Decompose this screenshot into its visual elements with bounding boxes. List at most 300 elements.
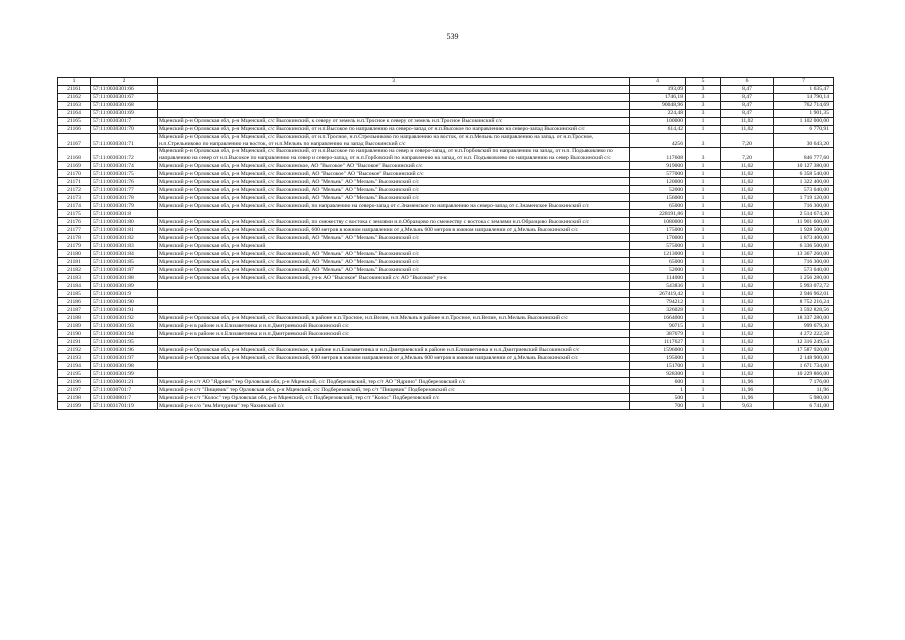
table-row — [58, 274, 834, 282]
cadastral-number: 57:11:0030301:82 — [91, 234, 158, 242]
address-description: Мценский р-н Орловская обл, р-н Мценский, с/с Высокинский, 600 метров в южном направлении от д.Мельнь 600 метров в южном направлении от д.Мельнь Высокинский с/с — [158, 354, 630, 362]
rate-value: 11,02 — [721, 306, 774, 314]
coefficient-value: 1 — [686, 274, 721, 282]
table-row — [58, 102, 834, 110]
coefficient-value: 1 — [686, 250, 721, 258]
row-number: 21185 — [58, 290, 91, 298]
cadastral-value: 6 741,00 — [774, 402, 834, 410]
area-value: 52000 — [630, 266, 686, 274]
row-number: 21184 — [58, 282, 91, 290]
address-description — [158, 370, 630, 378]
area-value: 919000 — [630, 162, 686, 170]
coefficient-value: 1 — [686, 266, 721, 274]
rate-value: 11,02 — [721, 178, 774, 186]
cadastral-number: 57:11:0030301:66 — [91, 86, 158, 94]
row-number: 21197 — [58, 386, 91, 394]
cadastral-value: 7 176,00 — [774, 378, 834, 386]
address-description — [158, 282, 630, 290]
table-body — [58, 86, 834, 410]
rate-value: 11,02 — [721, 242, 774, 250]
cadastral-value: 1 901,35 — [774, 110, 834, 118]
cadastral-number: 57:11:0030301:71 — [91, 134, 158, 148]
coefficient-value: 1 — [686, 202, 721, 210]
address-description: Мценский р-н с/т "Колос" тер Орловская обл, р-н Мценский, с/с Подберезовский, тер с/т "Колос" Подберезовский с/с — [158, 394, 630, 402]
row-number: 21168 — [58, 148, 91, 162]
cadastral-value: 1 322 400,00 — [774, 178, 834, 186]
area-value: 500 — [630, 394, 686, 402]
cadastral-number: 57:11:0030301:90 — [91, 298, 158, 306]
address-description: Мценский р-н Орловская обл, р-н Мценский, с/с Высокинский, АО "Мельнь" АО "Мельнь" Высокинский с/с — [158, 250, 630, 258]
rate-value: 11,02 — [721, 322, 774, 330]
rate-value: 7,20 — [721, 148, 774, 162]
row-number: 21171 — [58, 178, 91, 186]
rate-value: 11,02 — [721, 338, 774, 346]
rate-value: 11,02 — [721, 226, 774, 234]
coefficient-value: 1 — [686, 242, 721, 250]
row-number: 21182 — [58, 266, 91, 274]
coefficient-value: 1 — [686, 126, 721, 134]
cadastral-value: 6 336 500,00 — [774, 242, 834, 250]
rate-value: 11,02 — [721, 362, 774, 370]
cadastral-number: 57:11:0030301:95 — [91, 338, 158, 346]
area-value: 928300 — [630, 370, 686, 378]
coefficient-value: 3 — [686, 134, 721, 148]
coefficient-value: 1 — [686, 322, 721, 330]
table-row — [58, 386, 834, 394]
cadastral-value: 573 040,00 — [774, 186, 834, 194]
area-value: 228191,86 — [630, 210, 686, 218]
table-row — [58, 202, 834, 210]
address-description — [158, 290, 630, 298]
area-value: 614,42 — [630, 126, 686, 134]
rate-value: 11,02 — [721, 274, 774, 282]
rate-value: 8,47 — [721, 86, 774, 94]
cadastral-value: 6 358 540,00 — [774, 170, 834, 178]
cadastral-number: 57:11:0030301:69 — [91, 110, 158, 118]
table-row — [58, 250, 834, 258]
table-row — [58, 402, 834, 410]
address-description — [158, 102, 630, 110]
rate-value: 11,96 — [721, 386, 774, 394]
address-description — [158, 210, 630, 218]
row-number: 21172 — [58, 186, 91, 194]
table-row — [58, 290, 834, 298]
cadastral-value: 18 337 280,00 — [774, 314, 834, 322]
cadastral-number: 57:11:0030801:7 — [91, 394, 158, 402]
cadastral-value: 1 719 120,00 — [774, 194, 834, 202]
cadastral-value: 1 256 280,00 — [774, 274, 834, 282]
row-number: 21164 — [58, 110, 91, 118]
row-number: 21194 — [58, 362, 91, 370]
address-description: Мценский р-н Орловская обл, р-н Мценский — [158, 242, 630, 250]
table-row — [58, 234, 834, 242]
cadastral-table-wrapper — [57, 77, 833, 410]
table-row — [58, 226, 834, 234]
area-value: 575000 — [630, 242, 686, 250]
coefficient-value: 3 — [686, 102, 721, 110]
table-row — [58, 322, 834, 330]
row-number: 21196 — [58, 378, 91, 386]
cadastral-number: 57:11:0030301:97 — [91, 354, 158, 362]
address-description: Мценский р-н Орловская обл, р-н Мценский, с/с Высокинский, АО "Мельнь" АО "Мельнь" Высокинский с/с — [158, 258, 630, 266]
cadastral-number: 57:11:0031701:19 — [91, 402, 158, 410]
cadastral-value: 762 714,69 — [774, 102, 834, 110]
row-number: 21174 — [58, 202, 91, 210]
area-value: 794212 — [630, 298, 686, 306]
row-number: 21195 — [58, 370, 91, 378]
coefficient-value: 1 — [686, 162, 721, 170]
address-description: Мценский р-н Орловская обл, р-н Мценский, с/с Высокинский, по направлению на северо-запад от с.Знаменское по направлению на северо-запад от с.Знаменское Высокинский с/с — [158, 202, 630, 210]
coefficient-value: 1 — [686, 178, 721, 186]
cadastral-number: 57:11:0030301:93 — [91, 322, 158, 330]
rate-value: 11,02 — [721, 330, 774, 338]
address-description: Мценский р-н Орловская обл, р-н Мценский, с/с Высокинский, АО "Мельнь" АО "Мельнь" Высокинский с/с — [158, 178, 630, 186]
cadastral-number: 57:11:0030301:87 — [91, 266, 158, 274]
cadastral-number: 57:11:0030301:77 — [91, 186, 158, 194]
table-row — [58, 210, 834, 218]
area-value: 543836 — [630, 282, 686, 290]
cadastral-value: 30 643,20 — [774, 134, 834, 148]
page-number: 539 — [446, 32, 459, 41]
address-description — [158, 110, 630, 118]
row-number: 21165 — [58, 118, 91, 126]
address-description: Мценский р-н Орловская обл, р-н Мценский, с/с Высокинское, АО "Высокое" АО "Высокое" Высокинский с/с — [158, 162, 630, 170]
coefficient-value: 1 — [686, 306, 721, 314]
rate-value: 11,02 — [721, 298, 774, 306]
coefficient-value: 1 — [686, 338, 721, 346]
area-value: 1596000 — [630, 346, 686, 354]
coefficient-value: 1 — [686, 194, 721, 202]
row-number: 21169 — [58, 162, 91, 170]
rate-value: 11,02 — [721, 210, 774, 218]
area-value: 1664000 — [630, 314, 686, 322]
address-description: Мценский р-н Орловская обл, р-н Мценский, с/с Высокинский, АО "Мельнь" АО "Мельнь" Высокинский с/с — [158, 234, 630, 242]
table-row — [58, 266, 834, 274]
area-value: 224,48 — [630, 110, 686, 118]
area-value: 100000 — [630, 118, 686, 126]
table-row — [58, 370, 834, 378]
address-description: Мценский р-н Орловская обл, р-н Мценский, с/с Высокинский, по смежеству с востока с землями н.п.Образцово по смежеству с востока с землями н.п.Образцово Высокинский с/с — [158, 218, 630, 226]
address-description: Мценский р-н Орловская обл, р-н Мценский, с/с Высокинский, АО "Мельнь" АО "Мельнь" Высокинский с/с — [158, 194, 630, 202]
header-cell: 4 — [630, 78, 686, 86]
cadastral-value: 8 752 216,24 — [774, 298, 834, 306]
coefficient-value: 1 — [686, 298, 721, 306]
area-value: 114000 — [630, 274, 686, 282]
cadastral-value: 846 777,60 — [774, 148, 834, 162]
rate-value: 11,96 — [721, 394, 774, 402]
area-value: 1 — [630, 386, 686, 394]
rate-value: 11,02 — [721, 354, 774, 362]
table-row — [58, 126, 834, 134]
cadastral-value: 2 946 962,01 — [774, 290, 834, 298]
cadastral-number: 57:11:0030301:91 — [91, 306, 158, 314]
coefficient-value: 3 — [686, 110, 721, 118]
table-row — [58, 86, 834, 94]
rate-value: 11,02 — [721, 282, 774, 290]
table-row — [58, 170, 834, 178]
table-row — [58, 298, 834, 306]
row-number: 21198 — [58, 394, 91, 402]
address-description — [158, 94, 630, 102]
rate-value: 8,47 — [721, 110, 774, 118]
row-number: 21189 — [58, 322, 91, 330]
table-row — [58, 330, 834, 338]
rate-value: 9,63 — [721, 402, 774, 410]
rate-value: 11,96 — [721, 378, 774, 386]
cadastral-number: 57:11:0030301:98 — [91, 362, 158, 370]
table-row — [58, 314, 834, 322]
cadastral-value: 1 873 400,00 — [774, 234, 834, 242]
rate-value: 11,02 — [721, 126, 774, 134]
area-value: 1746,18 — [630, 94, 686, 102]
area-value: 156000 — [630, 194, 686, 202]
coefficient-value: 1 — [686, 218, 721, 226]
address-description — [158, 298, 630, 306]
header-cell: 6 — [721, 78, 774, 86]
table-row — [58, 186, 834, 194]
area-value: 387679 — [630, 330, 686, 338]
coefficient-value: 1 — [686, 186, 721, 194]
table-row — [58, 306, 834, 314]
address-description — [158, 86, 630, 94]
rate-value: 11,02 — [721, 194, 774, 202]
rate-value: 11,02 — [721, 314, 774, 322]
table-row — [58, 148, 834, 162]
table-header-row — [58, 78, 834, 86]
coefficient-value: 1 — [686, 170, 721, 178]
row-number: 21166 — [58, 126, 91, 134]
table-row — [58, 218, 834, 226]
cadastral-value: 10 229 866,00 — [774, 370, 834, 378]
cadastral-value: 4 272 222,58 — [774, 330, 834, 338]
coefficient-value: 1 — [686, 386, 721, 394]
row-number: 21188 — [58, 314, 91, 322]
coefficient-value: 1 — [686, 118, 721, 126]
cadastral-number: 57:11:0030301:94 — [91, 330, 158, 338]
cadastral-value: 10 127 380,00 — [774, 162, 834, 170]
table-row — [58, 118, 834, 126]
cadastral-number: 57:11:0030301:74 — [91, 162, 158, 170]
rate-value: 8,47 — [721, 94, 774, 102]
rate-value: 11,02 — [721, 346, 774, 354]
row-number: 21193 — [58, 354, 91, 362]
address-description: Мценский р-н в районе н.п.Елизаветинка и н.п.Дмитриевский Высокинский с/с — [158, 322, 630, 330]
table-row — [58, 354, 834, 362]
address-description: Мценский р-н с/т АО "Ядрино" тер Орловская обл, р-н Мценский, с/с Подберезовский, тер с/т АО "Ядрино" Подберезовский с/с — [158, 378, 630, 386]
cadastral-value: 3 592 828,56 — [774, 306, 834, 314]
rate-value: 11,02 — [721, 290, 774, 298]
address-description: Мценский р-н Орловская обл, р-н Мценский, с/с Высокинское, в районе н.п.Елизаветинка и н.п.Дмитриевский в районе н.п.Елизаветинка и н.п.Дмитриевский Высокинский с/с — [158, 346, 630, 354]
address-description: Мценский р-н Орловская обл, р-н Мценский, с/с Высокинский, к северу от земель н.п.Тросное к северу от земель н.п.Тросное Высокинский с/с — [158, 118, 630, 126]
table-row — [58, 162, 834, 170]
cadastral-number: 57:11:0030301:92 — [91, 314, 158, 322]
rate-value: 7,20 — [721, 134, 774, 148]
cadastral-number: 57:11:0030301:88 — [91, 274, 158, 282]
cadastral-value: 1 102 000,00 — [774, 118, 834, 126]
table-row — [58, 362, 834, 370]
cadastral-number: 57:11:0030301:85 — [91, 258, 158, 266]
address-description: Мценский р-н в районе н.п.Елизаветинка и н.п.Дмитриевский Высокинский с/с — [158, 330, 630, 338]
cadastral-number: 57:11:0030301:83 — [91, 242, 158, 250]
cadastral-table — [57, 77, 834, 410]
area-value: 65000 — [630, 202, 686, 210]
area-value: 52000 — [630, 186, 686, 194]
table-row — [58, 94, 834, 102]
coefficient-value: 1 — [686, 282, 721, 290]
coefficient-value: 3 — [686, 148, 721, 162]
area-value: 1117627 — [630, 338, 686, 346]
header-cell: 7 — [774, 78, 834, 86]
area-value: 90715 — [630, 322, 686, 330]
coefficient-value: 1 — [686, 234, 721, 242]
cadastral-number: 57:11:0030301:72 — [91, 148, 158, 162]
cadastral-value: 5 993 072,72 — [774, 282, 834, 290]
area-value: 1080000 — [630, 218, 686, 226]
coefficient-value: 1 — [686, 402, 721, 410]
row-number: 21192 — [58, 346, 91, 354]
address-description — [158, 338, 630, 346]
cadastral-number: 57:11:0030301:78 — [91, 194, 158, 202]
cadastral-number: 57:11:0030301:80 — [91, 218, 158, 226]
cadastral-value: 1 671 734,00 — [774, 362, 834, 370]
cadastral-value: 14 790,14 — [774, 94, 834, 102]
cadastral-number: 57:11:0030701:7 — [91, 386, 158, 394]
address-description: Мценский р-н Орловская обл, р-н Мценский, с/с Высокинский, АО "Мельнь" АО "Мельнь" Высокинский с/с — [158, 186, 630, 194]
area-value: 65000 — [630, 258, 686, 266]
row-number: 21162 — [58, 94, 91, 102]
cadastral-number: 57:11:0030301:7 — [91, 118, 158, 126]
cadastral-number: 57:11:0030301:76 — [91, 178, 158, 186]
table-row — [58, 110, 834, 118]
address-description: Мценский р-н Орловская обл, р-н Мценский, с/с Высокинский, от н.п.Высокое по направлению на северо-запад от н.п.Высокое по направлению на северо-запад Высокинский с/с — [158, 126, 630, 134]
coefficient-value: 3 — [686, 86, 721, 94]
coefficient-value: 1 — [686, 362, 721, 370]
table-row — [58, 282, 834, 290]
row-number: 21173 — [58, 194, 91, 202]
row-number: 21187 — [58, 306, 91, 314]
table-row — [58, 394, 834, 402]
address-description: Мценский р-н с/о "им.Мичурина" тер Чахинский с/с — [158, 402, 630, 410]
cadastral-number: 57:11:0030301:67 — [91, 94, 158, 102]
coefficient-value: 1 — [686, 354, 721, 362]
area-value: 117608 — [630, 148, 686, 162]
cadastral-value: 1 928 500,00 — [774, 226, 834, 234]
cadastral-value: 1 635,47 — [774, 86, 834, 94]
cadastral-value: 999 679,30 — [774, 322, 834, 330]
cadastral-number: 57:11:0030301:81 — [91, 226, 158, 234]
table-row — [58, 134, 834, 148]
cadastral-value: 2 514 674,30 — [774, 210, 834, 218]
header-cell: 3 — [158, 78, 630, 86]
address-description: Мценский р-н Орловская обл, р-н Мценский, с/с Высокинский, 600 метров в южном направлении от д.Мельнь 600 метров в южном направлении от д.Мельнь Высокинский с/с — [158, 226, 630, 234]
cadastral-value: 5 980,00 — [774, 394, 834, 402]
address-description: Мценский р-н Орловская обл, р-н Мценский, с/с Высокинский, от н.п.Высокое по направлению на север и северо-запад, от н.п.Горбовский по направлению на запад, от н.п. Подъяковлево по направлению на север от н.п.Высокое по направлению на север и северо-запад, от н.п.Горбовский по направлению на запад, от н.п. Подъяковлево по направлению на север Высокинский с/с — [158, 148, 630, 162]
row-number: 21177 — [58, 226, 91, 234]
area-value: 175000 — [630, 226, 686, 234]
address-description: Мценский р-н Орловская обл, р-н Мценский, с/с Высокинский, уч-к АО "Высокое" Высокинский с/с АО "Высокое" уч-к — [158, 274, 630, 282]
rate-value: 11,02 — [721, 186, 774, 194]
row-number: 21178 — [58, 234, 91, 242]
table-row — [58, 346, 834, 354]
address-description: Мценский р-н Орловская обл, р-н Мценский, с/с Высокинский, в районе н.п.Тросное, н.п.Велие, н.п.Мельнь в районе н.п.Тросное, н.п.Велие, н.п.Мельнь Высокинский с/с — [158, 314, 630, 322]
area-value: 326028 — [630, 306, 686, 314]
coefficient-value: 1 — [686, 226, 721, 234]
table-row — [58, 338, 834, 346]
cadastral-value: 11,96 — [774, 386, 834, 394]
rate-value: 11,02 — [721, 202, 774, 210]
area-value: 577000 — [630, 170, 686, 178]
coefficient-value: 1 — [686, 210, 721, 218]
coefficient-value: 1 — [686, 314, 721, 322]
cadastral-number: 57:11:0030301:79 — [91, 202, 158, 210]
cadastral-value: 2 148 900,00 — [774, 354, 834, 362]
row-number: 21199 — [58, 402, 91, 410]
header-cell: 2 — [91, 78, 158, 86]
coefficient-value: 1 — [686, 290, 721, 298]
rate-value: 11,02 — [721, 250, 774, 258]
rate-value: 8,47 — [721, 102, 774, 110]
cadastral-number: 57:11:0030301:8 — [91, 210, 158, 218]
area-value: 151700 — [630, 362, 686, 370]
table-row — [58, 242, 834, 250]
area-value: 170000 — [630, 234, 686, 242]
table-row — [58, 378, 834, 386]
cadastral-number: 57:11:0030301:70 — [91, 126, 158, 134]
table-row — [58, 258, 834, 266]
row-number: 21161 — [58, 86, 91, 94]
area-value: 1213000 — [630, 250, 686, 258]
coefficient-value: 1 — [686, 394, 721, 402]
cadastral-number: 57:11:0030301:89 — [91, 282, 158, 290]
address-description: Мценский р-н Орловская обл, р-н Мценский, с/с Высокинский, АО "Мельнь" АО "Мельнь" Высокинский с/с — [158, 266, 630, 274]
row-number: 21180 — [58, 250, 91, 258]
cadastral-value: 716 300,00 — [774, 202, 834, 210]
area-value: 4256 — [630, 134, 686, 148]
coefficient-value: 1 — [686, 330, 721, 338]
row-number: 21190 — [58, 330, 91, 338]
cadastral-number: 57:11:0030301:9 — [91, 290, 158, 298]
rate-value: 11,02 — [721, 162, 774, 170]
address-description — [158, 306, 630, 314]
cadastral-number: 57:11:0030301:96 — [91, 346, 158, 354]
row-number: 21176 — [58, 218, 91, 226]
rate-value: 11,02 — [721, 258, 774, 266]
address-description: Мценский р-н с/т "Пищевик" тер Орловская обл, р-н Мценский, с/с Подберезовский, тер с/т "Пищевик" Подберезовский с/с — [158, 386, 630, 394]
rate-value: 11,02 — [721, 170, 774, 178]
coefficient-value: 1 — [686, 378, 721, 386]
cadastral-value: 17 587 920,00 — [774, 346, 834, 354]
rate-value: 11,02 — [721, 234, 774, 242]
cadastral-value: 11 901 600,00 — [774, 218, 834, 226]
cadastral-number: 57:11:0030301:68 — [91, 102, 158, 110]
cadastral-value: 12 316 249,54 — [774, 338, 834, 346]
row-number: 21186 — [58, 298, 91, 306]
area-value: 267419,42 — [630, 290, 686, 298]
row-number: 21181 — [58, 258, 91, 266]
row-number: 21191 — [58, 338, 91, 346]
address-description: Мценский р-н Орловская обл, р-н Мценский, с/с Высокинский, от н.п.Тросное, н.п.Стрельниково по направлению на восток, от н.п.Мельнь по направлению на запад. от н.п.Тросное, н.п.Стрельниково по направлению на восток, от н.п.Мельнь по направлению на запад Высокинский с/с — [158, 134, 630, 148]
address-description: Мценский р-н Орловская обл, р-н Мценский, с/с Высокинский, АО "Высокое" АО "Высокое" Высокинский с/с — [158, 170, 630, 178]
table-row — [58, 178, 834, 186]
coefficient-value: 1 — [686, 258, 721, 266]
area-value: 90048,96 — [630, 102, 686, 110]
row-number: 21167 — [58, 134, 91, 148]
table-row — [58, 194, 834, 202]
cadastral-number: 57:11:0030301:84 — [91, 250, 158, 258]
row-number: 21179 — [58, 242, 91, 250]
cadastral-value: 13 367 260,00 — [774, 250, 834, 258]
rate-value: 11,02 — [721, 370, 774, 378]
